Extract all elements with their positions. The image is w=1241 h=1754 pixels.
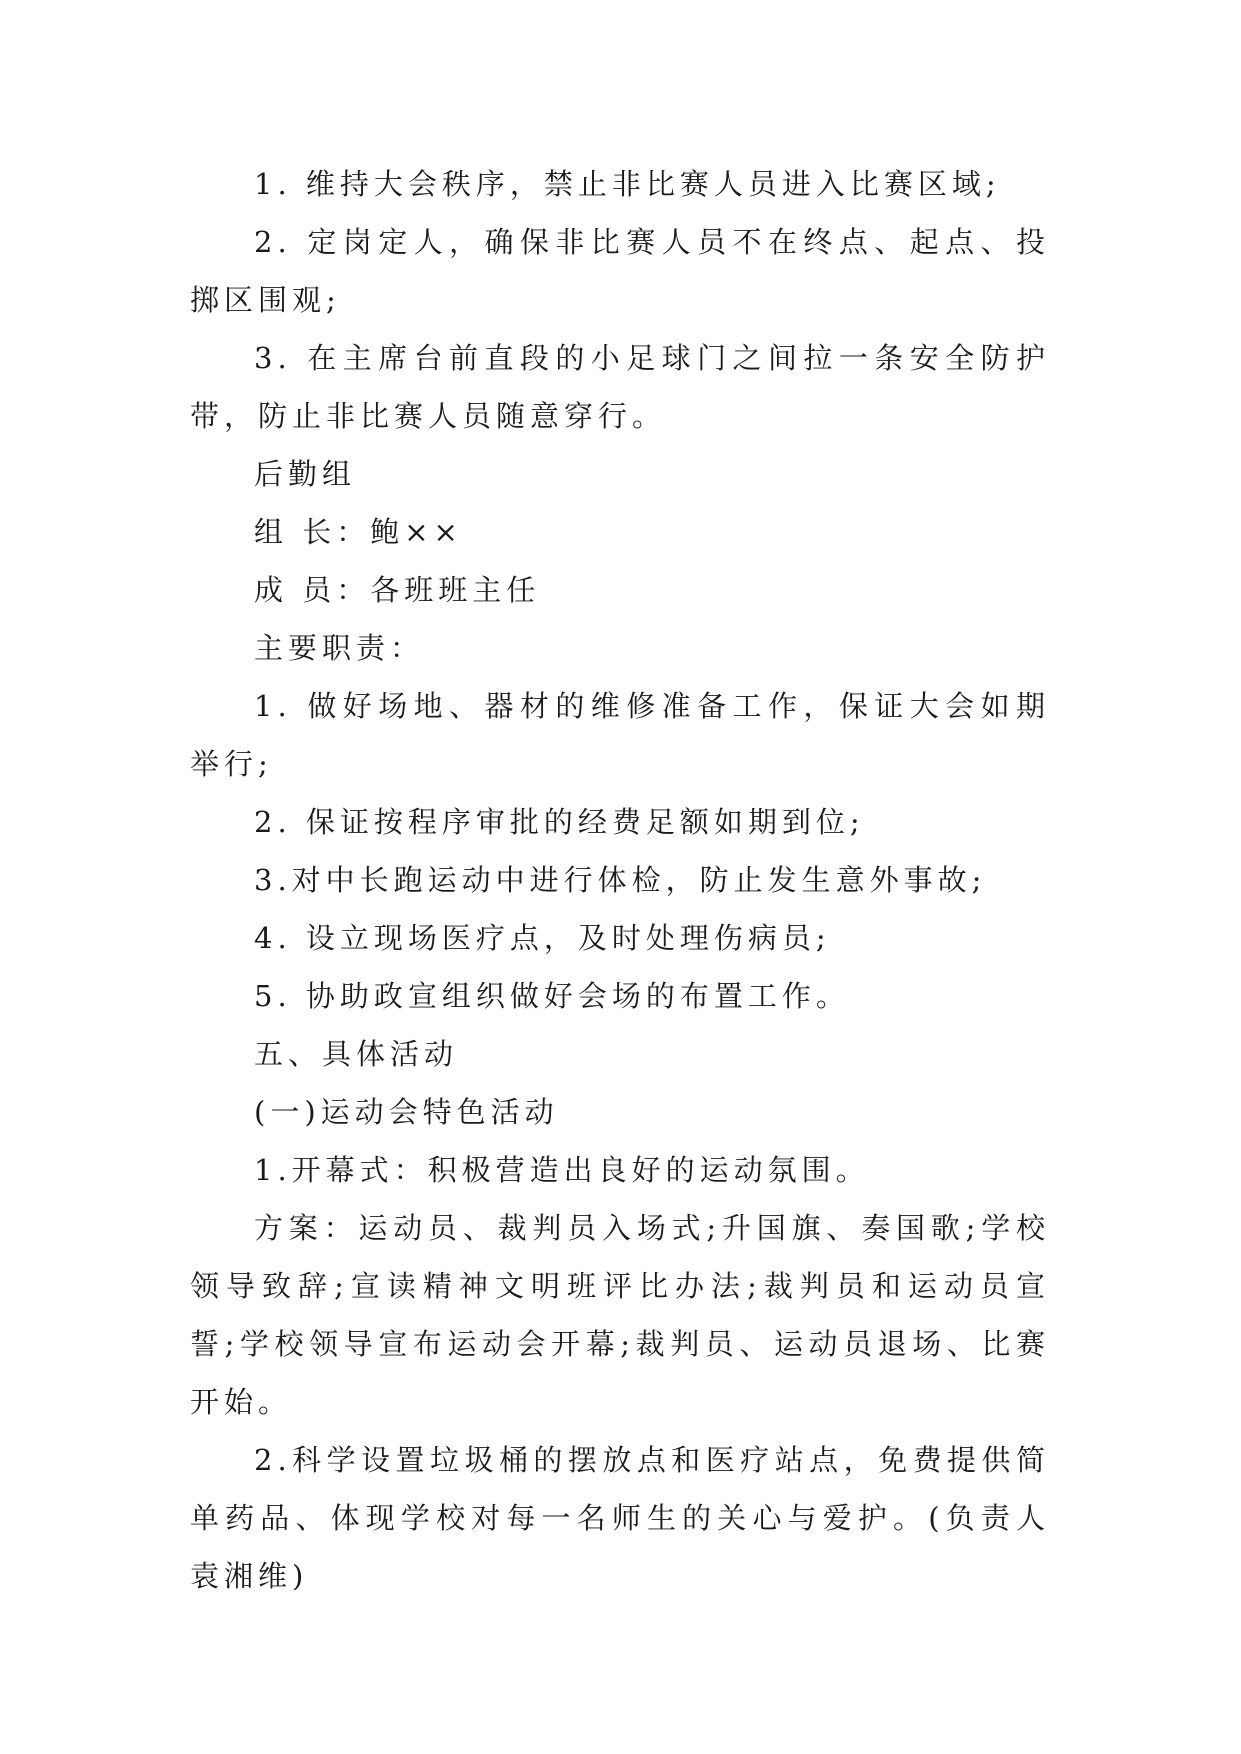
paragraph-duty-3: 3.对中长跑运动中进行体检，防止发生意外事故; bbox=[254, 863, 987, 897]
paragraph-medical-stations: 2.科学设置垃圾桶的摆放点和医疗站点，免费提供简单药品、体现学校对每一名师生的关心与爱护。(负责人袁湘维) bbox=[190, 1443, 1050, 1593]
document-body bbox=[190, 155, 1050, 1605]
paragraph-order-rule-2: 2. 定岗定人，确保非比赛人员不在终点、起点、投掷区围观; bbox=[190, 225, 1050, 317]
heading-specific-activities: 五、具体活动 bbox=[254, 1037, 459, 1071]
heading-main-duties: 主要职责： bbox=[254, 631, 425, 665]
paragraph-ceremony-plan: 方案：运动员、裁判员入场式;升国旗、奏国歌;学校领导致辞;宣读精神文明班评比办法;裁判员和运动员宣誓;学校领导宣布运动会开幕;裁判员、运动员退场、比赛开始。 bbox=[190, 1211, 1050, 1419]
paragraph-duty-1: 1. 做好场地、器材的维修准备工作，保证大会如期举行; bbox=[190, 689, 1050, 781]
paragraph-group-members: 成 员：各班班主任 bbox=[254, 573, 541, 607]
paragraph-duty-2: 2. 保证按程序审批的经费足额如期到位; bbox=[254, 805, 865, 839]
paragraph-order-rule-3: 3. 在主席台前直段的小足球门之间拉一条安全防护带，防止非比赛人员随意穿行。 bbox=[190, 341, 1050, 433]
subheading-featured-activities: (一)运动会特色活动 bbox=[254, 1095, 559, 1129]
paragraph-group-leader: 组 长：鲍×× bbox=[254, 515, 463, 549]
paragraph-opening-ceremony: 1.开幕式：积极营造出良好的运动氛围。 bbox=[254, 1153, 870, 1187]
heading-logistics-group: 后勤组 bbox=[254, 457, 357, 491]
paragraph-order-rule-1: 1. 维持大会秩序，禁止非比赛人员进入比赛区域; bbox=[254, 167, 1001, 201]
paragraph-duty-4: 4. 设立现场医疗点，及时处理伤病员; bbox=[254, 921, 831, 955]
paragraph-duty-5: 5. 协助政宣组织做好会场的布置工作。 bbox=[254, 979, 850, 1013]
